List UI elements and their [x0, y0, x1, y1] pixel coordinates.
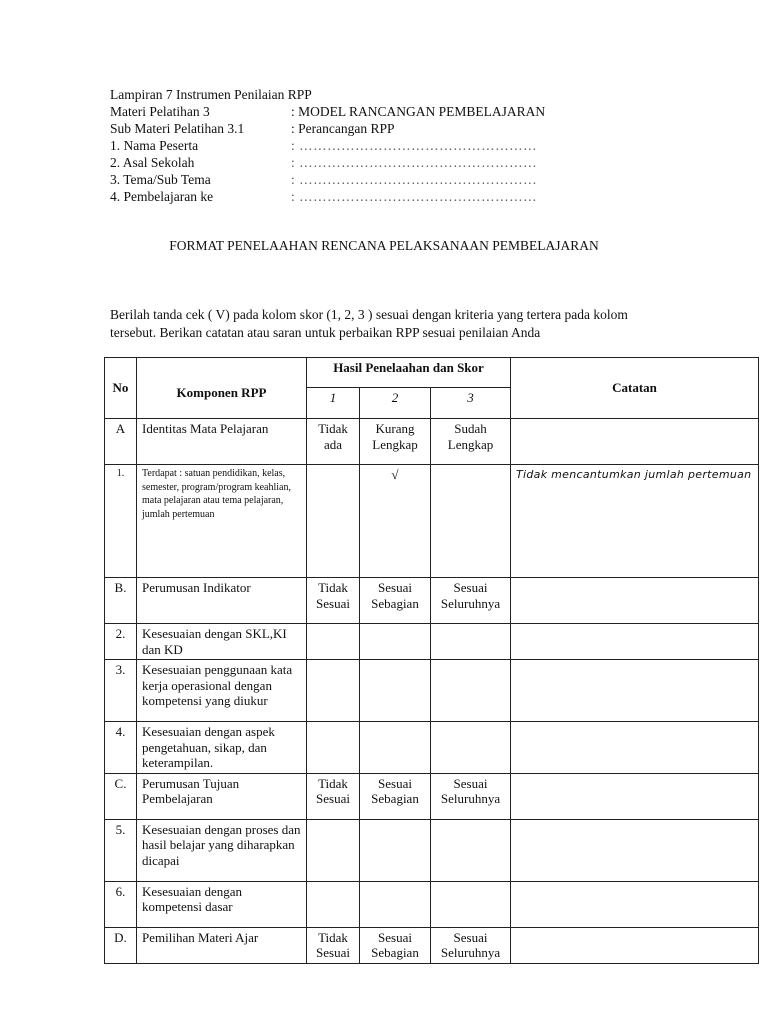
row-no: B.: [105, 578, 137, 624]
table-row: [105, 624, 759, 660]
header-catatan: Catatan: [511, 358, 759, 419]
row-catatan-handwritten: Tidak mencantumkan jumlah pertemuan: [511, 465, 759, 578]
row-score-2: [360, 819, 431, 881]
field-nama-peserta: [110, 137, 545, 154]
row-komponen: Kesesuaian dengan aspek pengetahuan, sikap, dan keterampilan.: [137, 722, 307, 774]
header-no: No: [105, 358, 137, 419]
field-materi: [110, 103, 545, 120]
row-score-2-check: √: [360, 465, 431, 578]
field-label: 2. Asal Sekolah: [110, 155, 195, 170]
field-value: : Perancangan RPP: [291, 121, 395, 136]
row-score-1: [307, 881, 360, 927]
field-sub-materi: [110, 120, 545, 137]
table-row: [105, 773, 759, 819]
row-komponen: Perumusan Indikator: [137, 578, 307, 624]
row-score-1: [307, 465, 360, 578]
field-label: 1. Nama Peserta: [110, 138, 199, 153]
field-value: : MODEL RANCANGAN PEMBELAJARAN: [291, 104, 546, 119]
row-komponen: Kesesuaian dengan kompetensi dasar: [137, 881, 307, 927]
row-score-2: [360, 881, 431, 927]
document-title: FORMAT PENELAAHAN RENCANA PELAKSANAAN PEMBELAJARAN: [169, 238, 599, 253]
row-komponen: Kesesuaian penggunaan kata kerja operasional dengan kompetensi yang diukur: [137, 660, 307, 722]
row-score-2: [360, 660, 431, 722]
row-score-3: [431, 465, 511, 578]
row-score-2: Sesuai Sebagian: [360, 578, 431, 624]
table-row: [105, 927, 759, 963]
row-no: 4.: [105, 722, 137, 774]
header-komponen: Komponen RPP: [137, 358, 307, 419]
row-score-3: Sesuai Seluruhnya: [431, 773, 511, 819]
row-score-2: Sesuai Sebagian: [360, 927, 431, 963]
table-row: [105, 881, 759, 927]
row-komponen: Terdapat : satuan pendidikan, kelas, semester, program/program keahlian, mata pelajaran atau tema pelajaran, jumlah pertemuan: [137, 465, 307, 578]
row-score-1: Tidak Sesuai: [307, 773, 360, 819]
table-row: [105, 722, 759, 774]
row-catatan: [511, 927, 759, 963]
field-blank: : ……………………………………………: [291, 155, 538, 170]
row-catatan: [511, 819, 759, 881]
field-tema: [110, 171, 545, 188]
field-asal-sekolah: [110, 154, 545, 171]
table-row: [105, 419, 759, 465]
row-no: D.: [105, 927, 137, 963]
row-score-2: Kurang Lengkap: [360, 419, 431, 465]
row-komponen: Kesesuaian dengan proses dan hasil belajar yang diharapkan dicapai: [137, 819, 307, 881]
row-catatan: [511, 773, 759, 819]
field-pembelajaran: [110, 188, 545, 205]
row-score-1: [307, 819, 360, 881]
field-label: 3. Tema/Sub Tema: [110, 172, 211, 187]
row-catatan: [511, 660, 759, 722]
table-row: [105, 465, 759, 578]
row-no: 2.: [105, 624, 137, 660]
row-score-3: Sudah Lengkap: [431, 419, 511, 465]
row-score-3: Sesuai Seluruhnya: [431, 927, 511, 963]
field-blank: : ……………………………………………: [291, 138, 538, 153]
instruction-text: Berilah tanda cek ( V) pada kolom skor (1, 2, 3 ) sesuai dengan kriteria yang tertera pada kolom tersebut. Berikan catatan atau saran untuk perbaikan RPP sesuai penilaian Anda: [110, 307, 628, 340]
row-score-2: [360, 624, 431, 660]
row-score-3: [431, 881, 511, 927]
row-komponen: Identitas Mata Pelajaran: [137, 419, 307, 465]
row-score-1: [307, 722, 360, 774]
field-blank: : ……………………………………………: [291, 172, 538, 187]
row-komponen: Perumusan Tujuan Pembelajaran: [137, 773, 307, 819]
assessment-table: [104, 357, 759, 964]
field-blank: : ……………………………………………: [291, 189, 538, 204]
row-komponen: Pemilihan Materi Ajar: [137, 927, 307, 963]
header-score-3: 3: [431, 388, 511, 419]
row-score-1: [307, 624, 360, 660]
row-score-3: [431, 819, 511, 881]
row-no: 1.: [105, 465, 137, 578]
table-header-row: [105, 358, 759, 388]
table-row: [105, 819, 759, 881]
row-catatan: [511, 419, 759, 465]
row-score-1: Tidak Sesuai: [307, 578, 360, 624]
row-score-2: Sesuai Sebagian: [360, 773, 431, 819]
field-label: 4. Pembelajaran ke: [110, 189, 214, 204]
row-score-1: [307, 660, 360, 722]
header-hasil: Hasil Penelaahan dan Skor: [307, 358, 511, 388]
row-catatan: [511, 881, 759, 927]
table-row: [105, 660, 759, 722]
row-score-3: [431, 624, 511, 660]
row-score-3: [431, 660, 511, 722]
row-catatan: [511, 624, 759, 660]
table-row: [105, 578, 759, 624]
row-komponen: Kesesuaian dengan SKL,KI dan KD: [137, 624, 307, 660]
field-label: Sub Materi Pelatihan 3.1: [110, 121, 245, 136]
row-no: 6.: [105, 881, 137, 927]
attachment-title: Lampiran 7 Instrumen Penilaian RPP: [110, 87, 312, 102]
row-score-1: Tidak ada: [307, 419, 360, 465]
field-label: Materi Pelatihan 3: [110, 104, 210, 119]
row-catatan: [511, 722, 759, 774]
header-score-2: 2: [360, 388, 431, 419]
row-no: 5.: [105, 819, 137, 881]
document-header: [110, 86, 545, 205]
row-no: C.: [105, 773, 137, 819]
row-no: 3.: [105, 660, 137, 722]
row-no: A: [105, 419, 137, 465]
row-score-3: [431, 722, 511, 774]
row-score-3: Sesuai Seluruhnya: [431, 578, 511, 624]
row-score-2: [360, 722, 431, 774]
header-score-1: 1: [307, 388, 360, 419]
row-catatan: [511, 578, 759, 624]
row-score-1: Tidak Sesuai: [307, 927, 360, 963]
